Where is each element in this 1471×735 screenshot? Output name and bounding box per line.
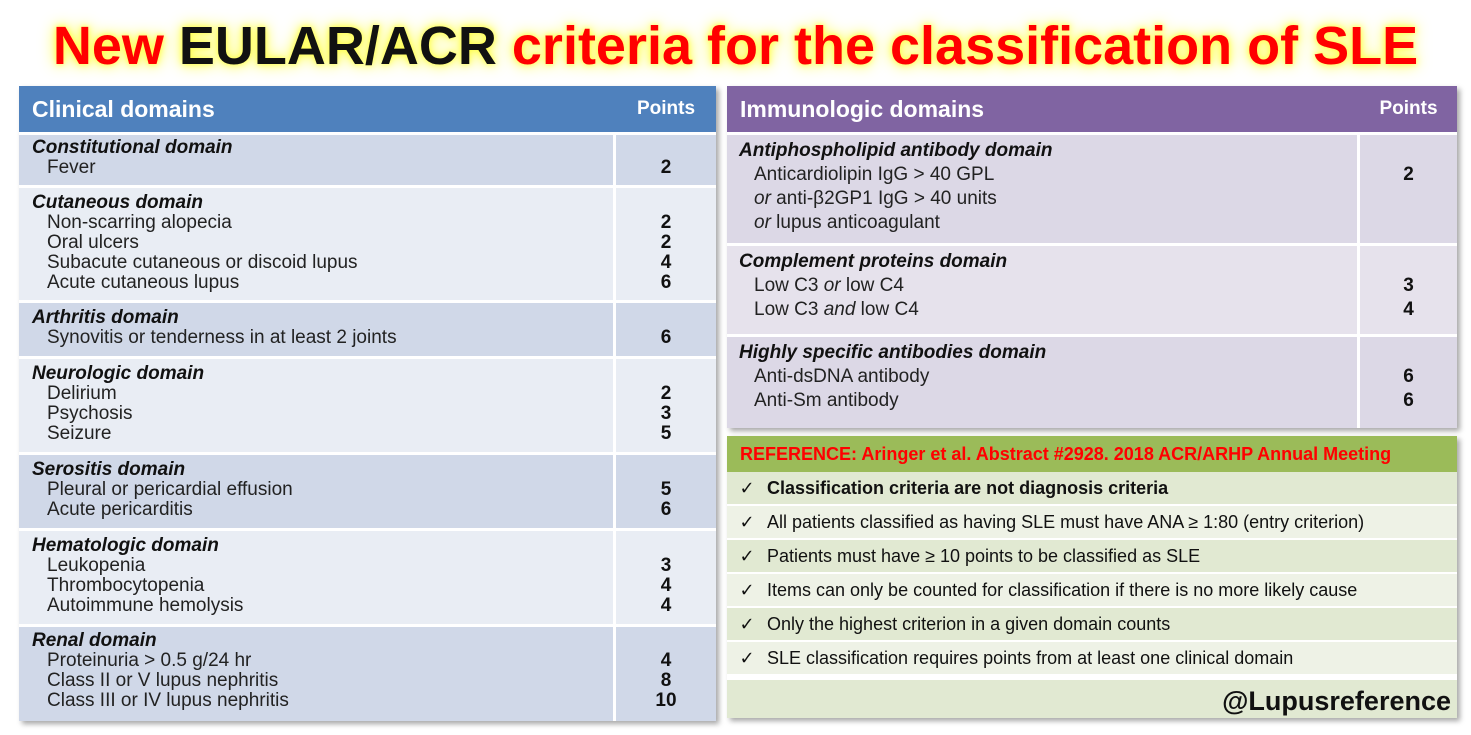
domain-name: Serositis domain (32, 459, 186, 480)
note-text: All patients classified as having SLE must have ANA ≥ 1:80 (entry criterion) (767, 511, 1365, 532)
immunologic-domains-table (727, 86, 1457, 428)
note-item (727, 472, 1457, 506)
criterion-label: Thrombocytopenia (47, 575, 205, 596)
arthritis-domain-row (19, 303, 716, 356)
criterion-label: Class II or V lupus nephritis (47, 670, 279, 691)
immunologic-header-label: Immunologic domains (740, 95, 985, 122)
criterion-text: Low C3 (754, 299, 824, 320)
criterion-points: 5 (660, 479, 672, 500)
criterion-label: Fever (47, 157, 96, 178)
conjunction: or (823, 275, 841, 296)
criterion-label: Seizure (47, 423, 112, 444)
criterion-points: 4 (660, 595, 672, 616)
criterion-points: 2 (660, 157, 672, 178)
reference-header (727, 436, 1457, 472)
checkmark-icon: ✓ (739, 579, 755, 600)
clinical-domains-table (19, 86, 716, 721)
or-word: or (754, 212, 771, 233)
clinical-header-label: Clinical domains (32, 95, 215, 122)
criterion-label: Anti-Sm antibody (754, 390, 899, 411)
criterion-label (754, 211, 940, 235)
criterion-label: Acute pericarditis (47, 499, 193, 520)
criterion-points: 4 (1403, 299, 1414, 320)
note-item (727, 574, 1457, 608)
title-part-eular-acr: EULAR/ACR (178, 16, 497, 76)
specific-antibodies-domain-row (727, 337, 1457, 428)
domain-name: Hematologic domain (32, 535, 219, 556)
criterion-text: anti-β2GP1 IgG > 40 units (770, 188, 997, 209)
neurologic-domain-row (19, 359, 716, 452)
criterion-points: 4 (660, 650, 672, 671)
conjunction: and (823, 299, 856, 320)
criterion-points: 6 (1403, 366, 1414, 387)
criterion-label: Class III or IV lupus nephritis (47, 690, 289, 711)
note-item (727, 608, 1457, 642)
note-text: Only the highest criterion in a given domain counts (767, 613, 1171, 634)
criterion-points: 6 (660, 327, 672, 348)
criterion-label: Proteinuria > 0.5 g/24 hr (47, 650, 252, 671)
immunologic-header-row (727, 86, 1457, 132)
criterion-label (754, 187, 997, 211)
checkmark-icon: ✓ (739, 647, 755, 668)
criterion-points: 6 (1403, 390, 1414, 411)
criterion-points: 2 (660, 212, 672, 233)
criterion-points: 6 (660, 499, 672, 520)
criterion-label: Autoimmune hemolysis (47, 595, 244, 616)
domain-name: Constitutional domain (32, 137, 233, 158)
criterion-points: 3 (660, 403, 672, 424)
criterion-text: low C4 (840, 275, 904, 296)
immunologic-points-header: Points (1379, 98, 1438, 119)
criterion-points: 5 (660, 423, 672, 444)
note-text: Classification criteria are not diagnosis criteria (767, 477, 1169, 498)
domain-name: Arthritis domain (32, 307, 179, 328)
criterion-label: Anticardiolipin IgG > 40 GPL (754, 164, 995, 185)
note-text: SLE classification requires points from at least one clinical domain (767, 647, 1294, 668)
criterion-text: lupus anticoagulant (770, 212, 940, 233)
criterion-label: Subacute cutaneous or discoid lupus (47, 252, 358, 273)
domain-name: Highly specific antibodies domain (739, 342, 1047, 363)
criterion-points: 3 (1403, 275, 1414, 296)
note-text: Patients must have ≥ 10 points to be classified as SLE (767, 545, 1201, 566)
title-part-criteria: criteria for the classification of SLE (496, 16, 1419, 76)
antiphospholipid-domain-row (727, 135, 1457, 243)
title-part-new: New (52, 16, 179, 76)
social-handle: @Lupusreference (1222, 686, 1451, 716)
criterion-points: 2 (660, 232, 672, 253)
criterion-label: Oral ulcers (47, 232, 139, 253)
domain-name: Cutaneous domain (32, 192, 204, 213)
checkmark-icon: ✓ (739, 511, 755, 532)
criterion-points: 4 (660, 575, 672, 596)
criterion-text: low C4 (855, 299, 919, 320)
checkmark-icon: ✓ (739, 545, 755, 566)
criterion-label: Psychosis (47, 403, 133, 424)
or-word: or (754, 188, 771, 209)
criterion-label (754, 274, 904, 298)
page-title (0, 6, 1471, 86)
criterion-label: Pleural or pericardial effusion (47, 479, 293, 500)
reference-citation: REFERENCE: Aringer et al. Abstract #2928. 2018 ACR/ARHP Annual Meeting (740, 443, 1392, 464)
criterion-points: 10 (655, 690, 677, 711)
clinical-header-row (19, 86, 716, 132)
reference-box (727, 436, 1457, 718)
note-text: Items can only be counted for classification if there is no more likely cause (767, 579, 1358, 600)
checkmark-icon: ✓ (739, 613, 755, 634)
renal-domain-row (19, 627, 716, 721)
constitutional-domain-row (19, 135, 716, 185)
criterion-text: Low C3 (754, 275, 824, 296)
criterion-points: 2 (660, 383, 672, 404)
criterion-label: Acute cutaneous lupus (47, 272, 240, 293)
criterion-label (754, 298, 919, 322)
criterion-label: Delirium (47, 383, 117, 404)
domain-name: Antiphospholipid antibody domain (739, 140, 1053, 161)
cutaneous-domain-row (19, 188, 716, 300)
domain-name: Neurologic domain (32, 363, 205, 384)
criterion-points: 2 (1403, 164, 1414, 185)
note-item (727, 642, 1457, 676)
serositis-domain-row (19, 455, 716, 528)
note-item (727, 506, 1457, 540)
clinical-points-header: Points (636, 98, 696, 119)
complement-domain-row (727, 246, 1457, 334)
criterion-label: Leukopenia (47, 555, 146, 576)
criterion-points: 6 (660, 272, 672, 293)
criterion-points: 4 (660, 252, 672, 273)
domain-name: Complement proteins domain (739, 251, 1008, 272)
criterion-label: Synovitis or tenderness in at least 2 joints (47, 327, 397, 348)
criterion-points: 3 (660, 555, 672, 576)
note-item (727, 540, 1457, 574)
criterion-label: Non-scarring alopecia (47, 212, 232, 233)
criterion-points: 8 (660, 670, 672, 691)
checkmark-icon: ✓ (739, 477, 755, 498)
domain-name: Renal domain (32, 630, 157, 651)
hematologic-domain-row (19, 531, 716, 624)
criterion-label: Anti-dsDNA antibody (754, 366, 930, 387)
